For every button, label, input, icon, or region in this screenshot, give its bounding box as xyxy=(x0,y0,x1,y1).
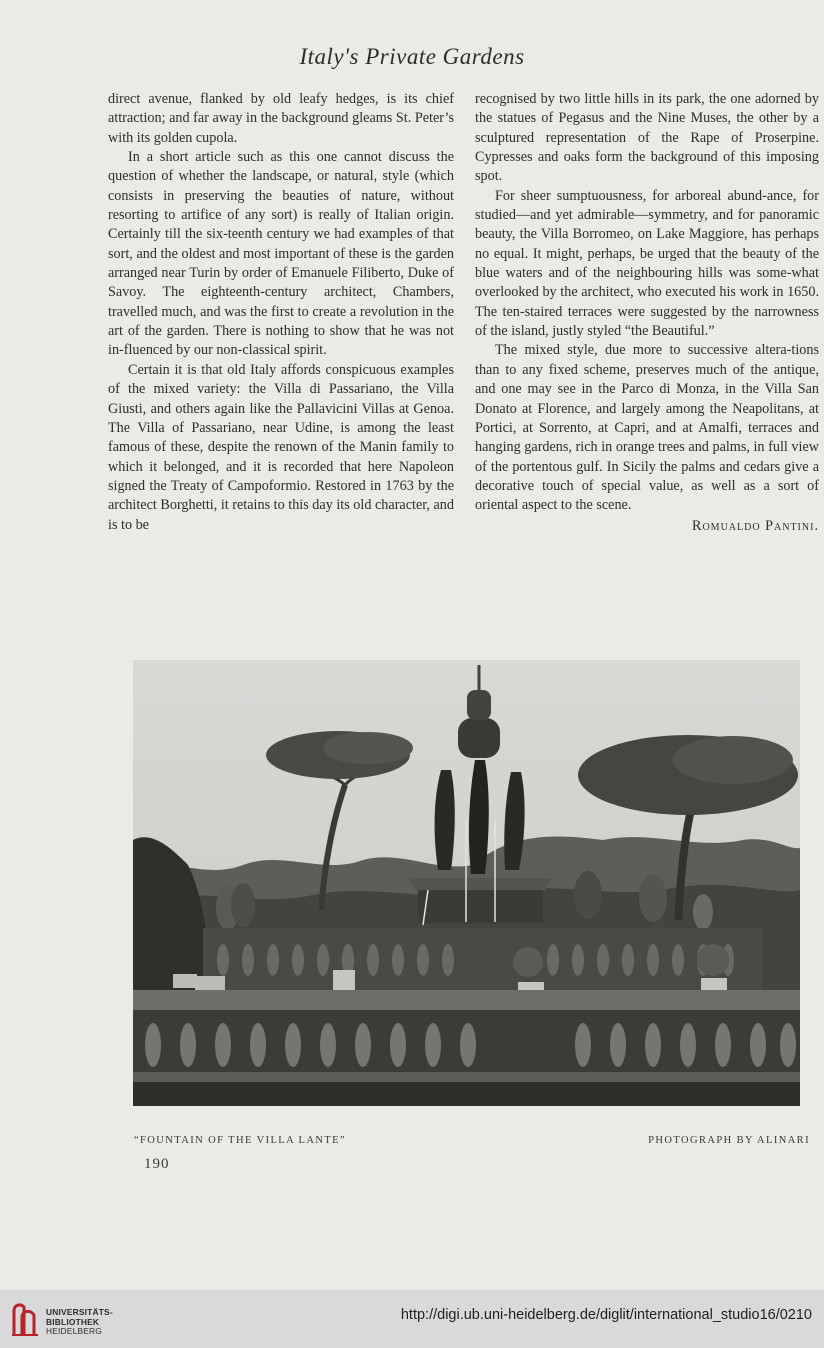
left-paragraph-1: direct avenue, flanked by old leafy hedges, is its chief attraction; and far away in the background gleams St. Peter’s with its golden cupola. xyxy=(108,91,454,146)
running-head: Italy's Private Gardens xyxy=(299,44,525,69)
library-name-line-2: BIBLIOTHEK xyxy=(46,1316,100,1327)
left-paragraph-2: In a short article such as this one cannot discuss the question of whether the landscape, or natural, style (which consists in preserving the beauties of nature, without resorting to artifice of any sort) is really of Italian origin. Certainly till the six-teenth century we had examples of that sort, and the oldest and most important of these is the garden arranged near Turin by order of Emanuele Filiberto, Duke of Savoy. The eighteenth-century architect, Chambers, travelled much, and was the first to create a revolution in the art of the garden. There is nothing to show that he was not in-fluenced by our non-classical spirit. xyxy=(108,149,454,359)
library-name-line-1: UNIVERSITÄTS- xyxy=(46,1307,113,1317)
library-name xyxy=(46,1308,113,1337)
permalink-url[interactable]: http://digi.ub.uni-heidelberg.de/diglit/international_studio16/0210 xyxy=(400,1307,812,1323)
author-signature: Romualdo Pantini. xyxy=(692,517,819,534)
fountain-illustration xyxy=(133,660,800,1106)
library-logo[interactable] xyxy=(10,1299,120,1339)
right-text-column xyxy=(475,90,819,536)
right-paragraph-2: For sheer sumptuousness, for arboreal abund-ance, for studied—and yet admirable—symmetry, and for panoramic beauty, the Villa Borromeo, on Lake Maggiore, has perhaps no equal. It might, perhaps, be urged that the beauty of the blue waters and of the neighbouring hills was some-what overlooked by the architect, who executed his work in 1650. The ten-staired terraces were suggested by the narrowness of the island, justly styled “the Beautiful.” xyxy=(475,187,819,340)
photo-credit: PHOTOGRAPH BY ALINARI xyxy=(648,1135,810,1146)
fountain-photograph xyxy=(133,660,800,1106)
library-emblem-icon xyxy=(10,1299,40,1339)
digitization-footer xyxy=(0,1290,824,1348)
page-number: 190 xyxy=(144,1156,170,1172)
library-name-line-3: HEIDELBERG xyxy=(46,1326,102,1337)
right-paragraph-1: recognised by two little hills in its park, the one adorned by the statues of Pegasus and the Nine Muses, the other by a sculptured representation of the Rape of Proserpine. Cypresses and oaks form the background of this imposing spot. xyxy=(475,91,819,185)
left-text-column xyxy=(108,90,454,535)
photo-caption-title: “FOUNTAIN OF THE VILLA LANTE” xyxy=(134,1135,347,1146)
right-paragraph-3: The mixed style, due more to successive altera-tions than to any fixed scheme, preserves much of the antique, and one may see in the Parco di Monza, in the Villa San Donato at Florence, and largely among the Neapolitans, at Portici, at Sorrento, at Capri, and at Amalfi, terraces and hanging gardens, rich in orange trees and palms, in full view of the portentous gulf. In Sicily the palms and cedars give a decorative touch of special value, as well as a sort of oriental aspect to the scene. xyxy=(475,342,819,514)
left-paragraph-3: Certain it is that old Italy affords conspicuous examples of the mixed variety: the Villa di Passariano, the Villa Giusti, and others again like the Pallavicini Villas at Genoa. The Villa of Passariano, near Udine, is among the least famous of these, despite the renown of the Manin family to which it belonged, and it is recorded that here Napoleon signed the Treaty of Campoformio. Restored in 1763 by the architect Borghetti, it retains to this day its old character, and is to be xyxy=(108,361,454,533)
